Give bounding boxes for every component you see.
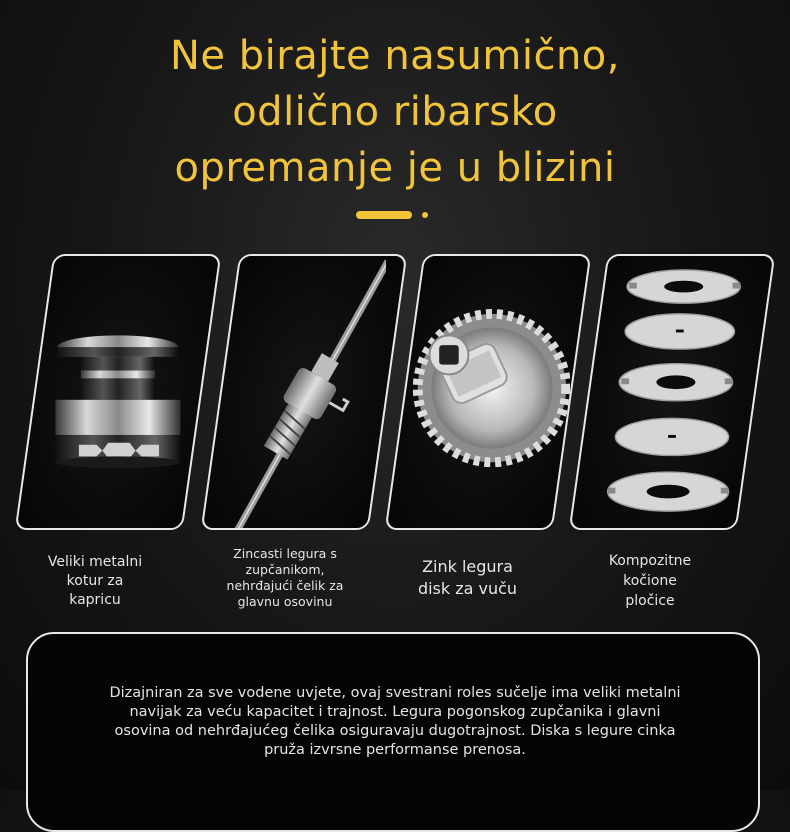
caption-line: zupčanikom, [245, 562, 325, 577]
caption-gear [395, 556, 540, 600]
divider-bar [356, 211, 412, 219]
divider-dot [422, 212, 428, 218]
caption-line: kotur za [66, 573, 124, 589]
bevel-gear-icon [406, 256, 570, 528]
caption-line: kapricu [69, 592, 121, 608]
description-line: osovina od nehrđajućeg čelika osiguravaju dugotrajnost. Diska s legure cinka [114, 723, 676, 739]
caption-line: Kompozitne [608, 553, 692, 569]
headline-line-3: opremanje je u blizini [174, 145, 616, 191]
caption-line: disk za vuču [417, 579, 518, 598]
headline-line-1: Ne birajte nasumično, [170, 33, 620, 79]
description-line: navijak za veću kapacitet i trajnost. Legura pogonskog zupčanika i glavni [129, 704, 661, 720]
caption-shaft [210, 546, 360, 610]
caption-spool [30, 553, 160, 610]
description-text [50, 684, 740, 760]
description-line: pruža izvrsne performanse prenosa. [264, 742, 526, 758]
caption-line: pločice [625, 593, 675, 609]
shaft-gear-icon [222, 256, 386, 528]
spool-icon [36, 256, 200, 528]
description-line: Dizajniran za sve vodene uvjete, ovaj svestrani roles sučelje ima veliki metalni [109, 685, 681, 701]
brake-washers-icon [590, 256, 754, 528]
caption-washers [585, 551, 715, 611]
caption-line: nehrđajući čelik za [226, 578, 344, 593]
feature-card-washers [569, 254, 776, 530]
caption-line: glavnu osovinu [237, 594, 333, 609]
caption-line: Zincasti legura s [233, 546, 337, 561]
caption-line: Veliki metalni [47, 554, 143, 570]
feature-card-spool [15, 254, 222, 530]
title-divider [356, 211, 436, 219]
headline [0, 28, 790, 196]
headline-line-2: odlično ribarsko [232, 89, 558, 135]
caption-line: kočione [623, 573, 677, 589]
caption-line: Zink legura [422, 557, 513, 576]
feature-card-shaft [201, 254, 408, 530]
feature-card-gear [385, 254, 592, 530]
